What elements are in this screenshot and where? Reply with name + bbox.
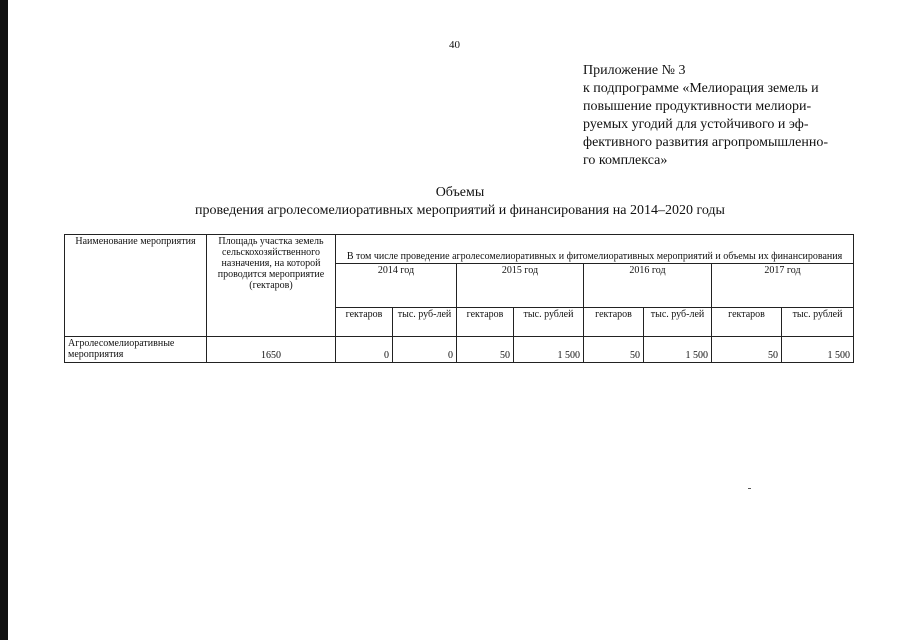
subheader-hectares: гектаров	[712, 308, 782, 337]
appendix-line: руемых угодий для устойчивого и эф-	[583, 117, 809, 132]
cell-2017-rubles: 1 500	[782, 337, 854, 363]
appendix-line: го комплекса»	[583, 153, 668, 168]
subheader-hectares: гектаров	[336, 308, 393, 337]
header-name: Наименование мероприятия	[65, 235, 207, 337]
header-year-2016: 2016 год	[584, 264, 712, 308]
appendix-line: Приложение № 3	[583, 63, 686, 78]
subheader-rubles: тыс. рублей	[782, 308, 854, 337]
header-group: В том числе проведение агролесомелиоративных и фитомелиоративных мероприятий и объемы их финансирования	[336, 235, 854, 264]
appendix-line: к подпрограмме «Мелиорация земель и	[583, 81, 819, 96]
subheader-hectares: гектаров	[584, 308, 644, 337]
appendix-note	[583, 62, 873, 170]
subheader-rubles: тыс. рублей	[514, 308, 584, 337]
appendix-line: повышение продуктивности мелиори-	[583, 99, 812, 114]
header-area: Площадь участка земель сельскохозяйственного назначения, на которой проводится мероприятие (гектаров)	[207, 235, 336, 337]
cell-2016-hectares: 50	[584, 337, 644, 363]
header-year-2014: 2014 год	[336, 264, 457, 308]
scan-speck	[748, 488, 751, 489]
funding-table	[64, 234, 854, 363]
row-name: Агролесомелиоративные мероприятия	[65, 337, 207, 363]
table-row	[65, 337, 854, 363]
cell-2014-hectares: 0	[336, 337, 393, 363]
header-year-2015: 2015 год	[457, 264, 584, 308]
cell-2015-rubles: 1 500	[514, 337, 584, 363]
row-area: 1650	[207, 337, 336, 363]
document-subtitle: проведения агролесомелиоративных мероприятий и финансирования на 2014–2020 годы	[195, 203, 725, 218]
document-title: Объемы	[435, 185, 485, 200]
cell-2015-hectares: 50	[457, 337, 514, 363]
cell-2016-rubles: 1 500	[644, 337, 712, 363]
appendix-line: фективного развития агропромышленно-	[583, 135, 828, 150]
page-margin-line	[0, 0, 8, 640]
subheader-hectares: гектаров	[457, 308, 514, 337]
subheader-rubles: тыс. руб-лей	[644, 308, 712, 337]
subheader-rubles: тыс. руб-лей	[393, 308, 457, 337]
cell-2017-hectares: 50	[712, 337, 782, 363]
cell-2014-rubles: 0	[393, 337, 457, 363]
page-number: 40	[449, 39, 460, 51]
header-year-2017: 2017 год	[712, 264, 854, 308]
